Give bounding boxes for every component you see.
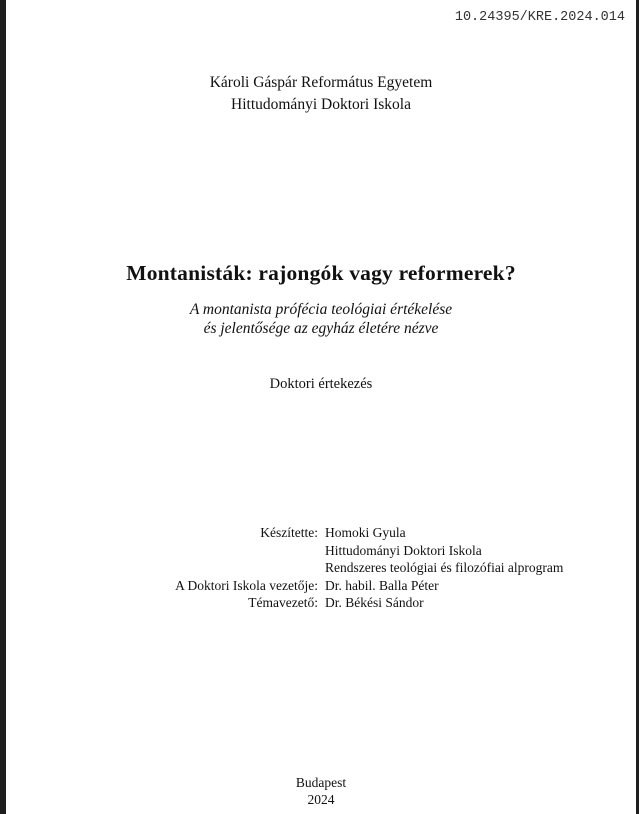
credit-value: Dr. habil. Balla Péter xyxy=(325,577,439,593)
imprint xyxy=(6,775,636,808)
credit-label: A Doktori Iskola vezetője: xyxy=(175,577,318,593)
page-subtitle xyxy=(6,300,636,338)
credit-value: Dr. Békési Sándor xyxy=(325,595,424,610)
credit-row-school-head xyxy=(6,577,636,595)
credit-row-school xyxy=(6,542,636,560)
page-title: Montanisták: rajongók vagy reformerek? xyxy=(126,261,516,285)
imprint-year: 2024 xyxy=(307,791,335,807)
credit-row-program xyxy=(6,559,636,577)
doi-identifier: 10.24395/KRE.2024.014 xyxy=(454,10,625,25)
credit-value: Rendszeres teológiai és filozófiai alprogram xyxy=(325,560,564,575)
credit-row-supervisor xyxy=(6,594,636,612)
credit-row-author xyxy=(6,524,636,542)
university-name: Károli Gáspár Református Egyetem xyxy=(209,74,433,91)
imprint-city: Budapest xyxy=(295,775,347,790)
credits-table xyxy=(6,524,636,612)
page-content xyxy=(6,0,636,814)
document-type-label: Doktori értekezés xyxy=(269,376,373,392)
doctoral-school-name: Hittudományi Doktori Iskola xyxy=(231,96,411,113)
subtitle-line-2: és jelentősége az egyház életére nézve xyxy=(203,320,439,337)
credit-label: Készítette: xyxy=(260,525,318,540)
credit-value: Homoki Gyula xyxy=(325,525,406,540)
institution-header xyxy=(6,72,636,116)
credit-value: Hittudományi Doktori Iskola xyxy=(325,542,482,558)
subtitle-line-1: A montanista prófécia teológiai értékelése xyxy=(189,301,453,318)
credit-label: Témavezető: xyxy=(248,595,318,610)
